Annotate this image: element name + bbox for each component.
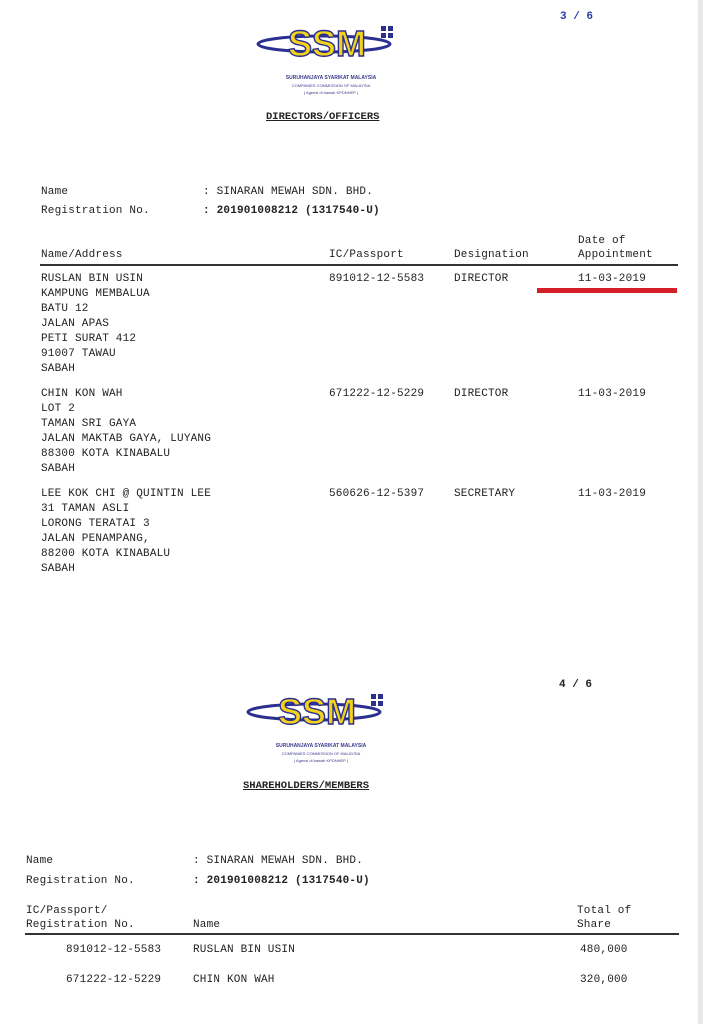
address-line: SABAH: [41, 363, 76, 375]
address-line: BATU 12: [41, 303, 89, 315]
logo-wordmark: SSM: [288, 23, 367, 64]
header-share-line: Share: [577, 919, 612, 931]
header-date-line: Date of: [578, 235, 626, 247]
ssm-logo-graphic: [256, 18, 406, 70]
logo-subtitle-line: SURUHANJAYA SYARIKAT MALAYSIA: [275, 743, 367, 749]
shareholder-total-share: 480,000: [580, 944, 628, 956]
address-line: 88300 KOTA KINABALU: [41, 448, 171, 460]
company-name-value: : SINARAN MEWAH SDN. BHD.: [193, 855, 364, 867]
registration-label: Registration No.: [26, 875, 135, 887]
header-date-line: Appointment: [578, 249, 653, 261]
address-line: 91007 TAWAU: [41, 348, 116, 360]
shareholder-name: RUSLAN BIN USIN: [193, 944, 296, 956]
header-ic-line: IC/Passport/: [26, 905, 108, 917]
secretary-designation: SECRETARY: [454, 488, 516, 500]
address-line: JALAN APAS: [41, 318, 110, 330]
address-line: CHIN KON WAH: [41, 388, 123, 400]
director-appointment-date: 11-03-2019: [578, 388, 647, 400]
logo-dot: [388, 33, 393, 38]
header-designation: Designation: [454, 249, 529, 261]
logo-subtitle-line: COMPANIES COMMISSION OF MALAYSIA: [281, 751, 361, 756]
director-address: [41, 387, 211, 477]
address-line: RUSLAN BIN USIN: [41, 273, 144, 285]
address-line: TAMAN SRI GAYA: [41, 418, 137, 430]
logo-dot: [371, 701, 376, 706]
address-line: LEE KOK CHI @ QUINTIN LEE: [41, 488, 212, 500]
page-number: 3 / 6: [560, 11, 594, 23]
secretary-appointment-date: 11-03-2019: [578, 488, 647, 500]
header-share-line: Total of: [577, 905, 632, 917]
header-name-address: Name/Address: [41, 249, 123, 261]
logo-subtitle-line: COMPANIES COMMISSION OF MALAYSIA: [291, 83, 371, 88]
red-highlight-underline: [537, 288, 677, 293]
registration-label: Registration No.: [41, 205, 150, 217]
address-line: PETI SURAT 412: [41, 333, 137, 345]
ssm-logo: [246, 686, 396, 764]
logo-subtitle: [246, 743, 396, 764]
director-designation: DIRECTOR: [454, 273, 509, 285]
director-ic: 891012-12-5583: [329, 273, 425, 285]
address-line: LOT 2: [41, 403, 76, 415]
address-line: 31 TAMAN ASLI: [41, 503, 130, 515]
logo-dot: [378, 694, 383, 699]
address-line: JALAN PENAMPANG,: [41, 533, 150, 545]
address-line: SABAH: [41, 563, 76, 575]
director-appointment-date: 11-03-2019: [578, 273, 647, 285]
address-line: JALAN MAKTAB GAYA, LUYANG: [41, 433, 212, 445]
page-edge-shadow: [698, 0, 703, 1024]
director-ic: 671222-12-5229: [329, 388, 425, 400]
ssm-logo: [256, 18, 406, 96]
header-shareholder-name: Name: [193, 919, 221, 931]
address-line: KAMPUNG MEMBALUA: [41, 288, 150, 300]
company-name-label: Name: [41, 186, 69, 198]
page-number: 4 / 6: [559, 679, 593, 691]
address-line: SABAH: [41, 463, 76, 475]
registration-value: : 201901008212 (1317540-U): [193, 875, 370, 887]
company-name-value: : SINARAN MEWAH SDN. BHD.: [203, 186, 374, 198]
secretary-ic: 560626-12-5397: [329, 488, 425, 500]
director-designation: DIRECTOR: [454, 388, 509, 400]
section-title: DIRECTORS/OFFICERS: [266, 111, 380, 123]
logo-dot: [371, 694, 376, 699]
company-name-label: Name: [26, 855, 54, 867]
director-address: [41, 272, 150, 377]
header-ic-passport: IC/Passport: [329, 249, 404, 261]
logo-dot: [381, 33, 386, 38]
shareholder-ic: 891012-12-5583: [66, 944, 162, 956]
registration-value: : 201901008212 (1317540-U): [203, 205, 380, 217]
logo-subtitle-line: ( Agensi di bawah KPDNHEP ): [293, 758, 349, 763]
logo-dot: [381, 26, 386, 31]
address-line: LORONG TERATAI 3: [41, 518, 150, 530]
header-rule: [25, 933, 679, 935]
logo-subtitle-line: ( Agensi di bawah KPDNHEP ): [303, 90, 359, 95]
shareholder-ic: 671222-12-5229: [66, 974, 162, 986]
secretary-address: [41, 487, 211, 577]
ssm-logo-graphic: [246, 686, 396, 738]
logo-dot: [378, 701, 383, 706]
address-line: 88200 KOTA KINABALU: [41, 548, 171, 560]
logo-subtitle: [256, 75, 406, 96]
header-rule: [40, 264, 678, 266]
shareholder-total-share: 320,000: [580, 974, 628, 986]
header-ic-line: Registration No.: [26, 919, 135, 931]
logo-wordmark: SSM: [278, 691, 357, 732]
logo-subtitle-line: SURUHANJAYA SYARIKAT MALAYSIA: [285, 75, 377, 81]
logo-dot: [388, 26, 393, 31]
shareholder-name: CHIN KON WAH: [193, 974, 275, 986]
section-title: SHAREHOLDERS/MEMBERS: [243, 780, 370, 792]
